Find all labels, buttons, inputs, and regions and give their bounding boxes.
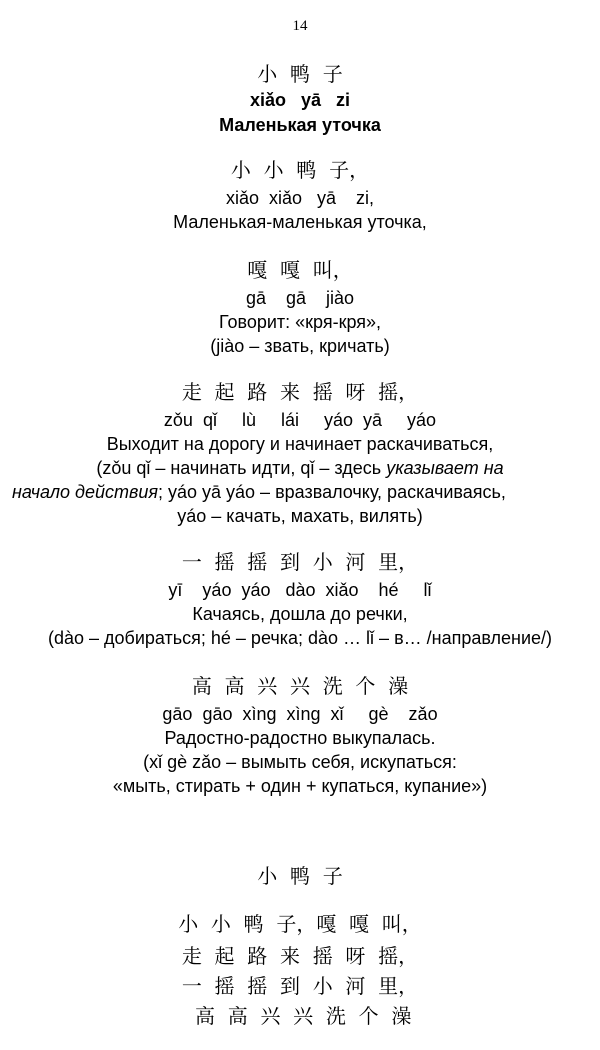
stanza-3-translation: Выходит на дорогу и начинает раскачиваться, xyxy=(106,434,494,454)
poem-title: 小 鸭 子 xyxy=(257,864,343,888)
stanza-1-pinyin: xiǎo xiǎo yā zi, xyxy=(225,188,375,208)
stanza-5-hanzi: 高 高 兴 兴 洗 个 澡 xyxy=(191,674,409,698)
stanza-3-hanzi: 走 起 路 来 摇 呀 摇， xyxy=(181,380,419,404)
stanza-4-note: (dào – добираться; hé – речка; dào … lǐ – в… /направление/) xyxy=(47,628,553,648)
stanza-3-note-part-b: ; yáo yā yáo – вразвалочку, раскачиваясь, xyxy=(158,482,506,502)
stanza-3-note-part-a: (zǒu qǐ – начинать идти, qǐ – здесь xyxy=(96,458,382,478)
stanza-3-note-italic-b: начало действия xyxy=(12,482,158,502)
stanza-3-note-line-2 xyxy=(12,480,600,504)
stanza-4-pinyin: yī yáo yáo dào xiǎo hé lǐ xyxy=(168,580,432,600)
stanza-3-note-line-1 xyxy=(0,456,600,480)
stanza-2-pinyin: gā gā jiào xyxy=(245,288,355,308)
stanza-5-note-1: (xǐ gè zǎo – вымыть себя, искупаться: xyxy=(143,752,457,772)
poem-line-1: 小 小 鸭 子，嘎 嘎 叫， xyxy=(178,912,422,936)
stanza-2-note: (jiào – звать, кричать) xyxy=(210,336,390,356)
title-hanzi: 小 鸭 子 xyxy=(257,62,343,86)
page-number: 14 xyxy=(292,18,308,34)
stanza-2-hanzi: 嘎 嘎 叫， xyxy=(247,258,353,282)
stanza-1-translation: Маленькая-маленькая уточка, xyxy=(173,212,427,232)
stanza-3-note-line-3: yáo – качать, махать, вилять) xyxy=(177,506,423,526)
poem-line-3: 一 摇 摇 到 小 河 里， xyxy=(181,974,419,998)
stanza-5-note-2: «мыть, стирать + один + купаться, купание») xyxy=(112,776,488,796)
stanza-1-hanzi: 小 小 鸭 子， xyxy=(230,158,370,182)
stanza-5-pinyin: gāo gāo xìng xìng xǐ gè zǎo xyxy=(162,704,438,724)
stanza-5-translation: Радостно-радостно выкупалась. xyxy=(164,728,436,748)
poem-line-2: 走 起 路 来 摇 呀 摇， xyxy=(181,944,419,968)
title-russian: Маленькая уточка xyxy=(219,115,381,135)
stanza-3-pinyin: zǒu qǐ lù lái yáo yā yáo xyxy=(163,410,437,430)
stanza-2-translation: Говорит: «кря-кря», xyxy=(218,312,382,332)
stanza-4-translation: Качаясь, дошла до речки, xyxy=(192,604,408,624)
stanza-4-hanzi: 一 摇 摇 到 小 河 里， xyxy=(181,550,419,574)
stanza-3-note-italic-a: указывает на xyxy=(386,458,504,478)
poem-line-4: 高 高 兴 兴 洗 个 澡 xyxy=(188,1004,412,1028)
title-pinyin: xiǎo yā zi xyxy=(249,90,351,110)
